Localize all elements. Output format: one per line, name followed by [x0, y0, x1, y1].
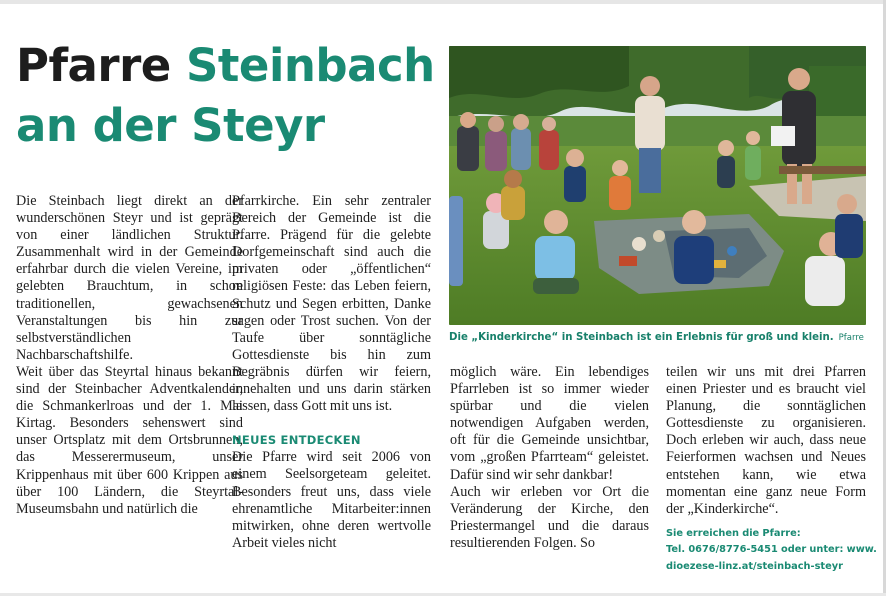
- page-top-edge: [0, 0, 886, 4]
- headline-part-pfarre: Pfarre: [16, 39, 186, 92]
- paragraph-highlights: Weit über das Steyrtal hinaus bekannt sind der Steinbacher Adventkalender, die Schmankerlroas und der 1. Mai Kirtag. Besonders sehenswert sind unser Ortsplatz mit dem Ortsbrunnen, das Messerermuseum, unser Krippenhaus mit über 600 Krippen aus über 100 Ländern, die Steyrtal-Museumsbahn und natürlich die: [16, 363, 243, 517]
- headline-part-steyr: an der Steyr: [16, 99, 325, 152]
- photo-credit: Pfarre: [838, 333, 864, 343]
- contact-heading: Sie erreichen die Pfarre:: [666, 527, 801, 539]
- text-column-3: [450, 364, 649, 552]
- headline-part-steinbach: Steinbach: [186, 39, 435, 92]
- headline: [16, 36, 446, 156]
- section-title-neues-entdecken: NEUES ENTDECKEN: [232, 433, 361, 448]
- paragraph-intro: Die Steinbach liegt direkt an der wunderschönen Steyr und ist geprägt von einer ländlichen Struktur. Zusammenhalt wird in der Gemeinde erfahrbar durch die vielen Vereine, im gelebten Brauchtum, in schon traditionellen, gewachsenen Veranstaltungen bis hin zur selbstverständlichen Nachbarschaftshilfe.: [16, 193, 243, 363]
- paragraph-kinderkirche: teilen wir uns mit drei Pfarren einen Priester und es braucht viel Planung, die sonntäglichen Gottesdienste zu organisieren. Doch erleben wir auch, dass neue Feierformen wachsen und Neues entstehen kann, wie etwa momentan eine ganz neue Form der „Kinderkirche“.: [666, 364, 866, 517]
- paragraph-seelsorgeteam: Die Pfarre wird seit 2006 von einem Seelsorgeteam geleitet. Besonders freut uns, dass viele ehrenamtliche Mitarbeiter:innen mitwirken, ohne deren wertvolle Arbeit vieles nicht: [232, 449, 431, 551]
- paragraph-pfarrkirche: Pfarrkirche. Ein sehr zentraler Bereich der Gemeinde ist die Pfarre. Prägend für die gelebte Dorfgemeinschaft sind auch die privaten oder „öffentlichen“ religiösen Feste: das Leben feiern, Schutz und Segen erbitten, Danke sagen oder Trost suchen. Von der Taufe über sonntägliche Gottesdienste bis hin zum Begräbnis dürfen wir feiern, innehalten und uns darin stärken lassen, dass Gott mit uns ist.: [232, 193, 431, 415]
- paragraph-pfarrleben: möglich wäre. Ein lebendiges Pfarrleben ist so immer wieder spürbar und die vielen notwendigen Aufgaben werden, oft für die Gemeinde unsichtbar, vom „großen Pfarrteam“ geleistet. Dafür sind wir sehr dankbar!: [450, 364, 649, 483]
- contact-website-link[interactable]: dioezese-linz.at/steinbach-steyr: [666, 560, 843, 572]
- contact-block: [666, 526, 877, 575]
- caption-text: Die „Kinderkirche“ in Steinbach ist ein Erlebnis für groß und klein.: [449, 332, 834, 343]
- article-photo: [449, 46, 866, 325]
- contact-phone: Tel. 0676/8776-5451 oder unter: www.: [666, 544, 877, 556]
- photo-caption: [449, 330, 869, 346]
- text-column-1: [16, 193, 243, 518]
- photo-children-church-meadow-icon: [449, 46, 866, 325]
- paragraph-veraenderung: Auch wir erleben vor Ort die Veränderung der Kirche, den Priestermangel und die daraus resultierenden Folgen. So: [450, 483, 649, 551]
- text-column-4: [666, 364, 877, 575]
- text-column-2: [232, 193, 431, 552]
